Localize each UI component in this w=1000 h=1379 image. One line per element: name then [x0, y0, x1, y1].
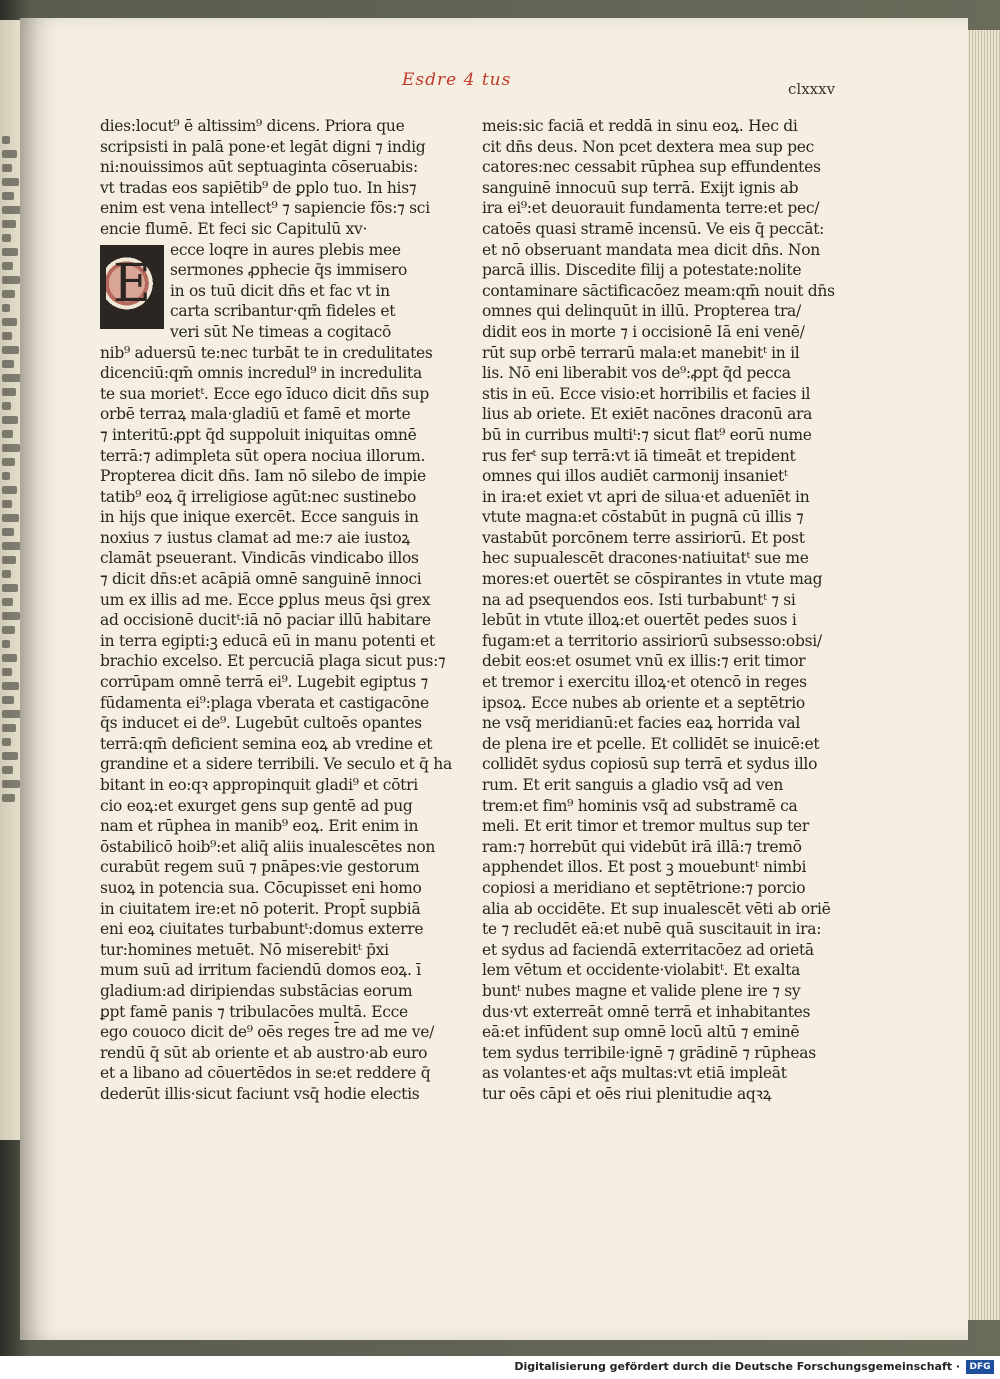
text-line: noxius ⁊ iustus clamat ad me:⁊ aie iustoꝝ: [100, 528, 411, 547]
text-line: tatib⁹ eoꝝ q̄ irreligiose agūt:nec sustinebo: [100, 487, 417, 506]
facing-page-fragment: [2, 654, 17, 662]
text-line: brachio excelso. Et percuciā plaga sicut pus:⁊: [100, 652, 446, 671]
text-line: in os tuū dicit dn̄s et fac vt in: [170, 281, 390, 300]
text-line: as volantes·et aq̄s multas:vt etiā impleāt: [482, 1064, 787, 1083]
text-line: fūdamenta ei⁹:plaga vberata et castigacōne: [100, 693, 429, 712]
text-line: ram:⁊ horrebūt qui videbūt irā illā:⁊ tremō: [482, 837, 802, 856]
text-line: orbē terraꝝ mala·gladiū et famē et morte: [100, 405, 411, 424]
text-line: um ex illis ad me. Ecce ꝑplus meus q̄si grex: [100, 590, 431, 609]
facing-page-fragment: [2, 318, 17, 326]
facing-page-fragment: [2, 388, 16, 396]
facing-page-fragment: [2, 514, 19, 522]
left-column: [100, 116, 452, 1105]
facing-page-fragment: [2, 430, 13, 438]
facing-page-fragment: [2, 444, 20, 452]
text-line: catoēs quasi stramē incensū. Ve eis q̄ peccāt:: [482, 219, 825, 238]
text-line: stis in eū. Ecce visio:et horribilis et facies il: [482, 384, 811, 403]
text-line: sermones ꝓphecie q̄s immisero: [170, 261, 408, 280]
text-line: nam et rūphea in manib⁹ eoꝝ. Erit enim in: [100, 817, 419, 836]
text-line: lebūt in vtute illoꝝ:et ouertēt pedes suos i: [482, 611, 797, 630]
text-line: curabūt regem suū ⁊ pnāpes:vie gestorum: [100, 858, 420, 877]
facing-page-fragment: [2, 458, 15, 466]
text-line: ipsoꝝ. Ecce nubes ab oriente et a septētrio: [482, 693, 805, 712]
text-line: q̄s inducet ei de⁹. Lugebūt cultoēs opantes: [100, 714, 422, 733]
text-line: cio eoꝝ:et exurget gens sup gentē ad pug: [100, 796, 413, 815]
facing-page-fragment: [2, 682, 19, 690]
text-line: fugam:et a territorio assiriorū subsesso:obsi/: [482, 631, 822, 650]
text-line: ꝑpt famē panis ⁊ tribulacōes multā. Ecce: [100, 1002, 408, 1021]
text-line: eni eoꝝ ciuitates turbabuntᵗ:domus exterre: [100, 920, 424, 939]
facing-page-fragment: [2, 598, 13, 606]
facing-page-fragment: [2, 556, 16, 564]
text-line: ne vsq̄ meridianū:et facies eaꝝ horrida val: [482, 714, 801, 733]
text-line: ⁊ interitū:ꝓpt q̄d suppoluit iniquitas omnē: [100, 425, 417, 444]
text-line: eā:et infūdent sup omnē locū altū ⁊ eminē: [482, 1023, 800, 1042]
text-line: te sua morietᵗ. Ecce ego īduco dicit dn̄s sup: [100, 384, 429, 403]
text-line: et a libano ad cōuertēdos in se:et reddere q̄: [100, 1064, 431, 1083]
left-page-text-fragments: [0, 130, 22, 1130]
text-line: in terra egipti:ꝫ educā eū in manu potenti et: [100, 631, 435, 650]
facing-page-fragment: [2, 262, 13, 270]
facing-page-fragment: [2, 542, 21, 550]
facing-page-fragment: [2, 570, 11, 578]
facing-page-fragment: [2, 136, 10, 144]
facing-page-fragment: [2, 584, 18, 592]
text-line: rendū q̄ sūt ab oriente et ab austro·ab euro: [100, 1043, 428, 1062]
text-line: buntᵗ nubes magne et valide plene ire ⁊ sy: [482, 981, 801, 1000]
text-line: et nō obseruant mandata mea dicit dn̄s. Non: [482, 240, 820, 259]
footer-bar: [0, 1356, 1000, 1379]
text-line: apphendet illos. Et post ꝫ mouebuntᵗ nimbi: [482, 858, 807, 877]
text-line: contaminare sāctificacōez meam:qm̄ nouit dn̄s: [482, 281, 835, 300]
text-line: corrūpam omnē terrā ei⁹. Lugebit egiptus ⁊: [100, 673, 428, 692]
text-line: in ira:et exiet vt apri de silua·et aduenīēt in: [482, 487, 810, 506]
facing-page-fragment: [2, 766, 13, 774]
facing-page-fragment: [2, 346, 19, 354]
text-line: grandine et a sidere terribili. Ve seculo et q̄ ha: [100, 755, 452, 774]
facing-page-fragment: [2, 612, 20, 620]
text-line: scripsisti in palā pone·et legāt digni ⁊ indig: [100, 137, 426, 156]
facing-page-fragment: [2, 150, 17, 158]
facing-page-fragment: [2, 276, 20, 284]
text-line: in hijs que inique exercēt. Ecce sanguis in: [100, 508, 419, 527]
right-column: [482, 116, 835, 1105]
text-line: mum suū ad irritum faciendū domos eoꝝ. ī: [100, 961, 421, 980]
text-line: carta scribantur·qm̄ fideles et: [170, 302, 396, 321]
text-line: veri sūt Ne timeas a cogitacō: [170, 322, 392, 341]
text-line: ecce loqre in aures plebis mee: [170, 240, 401, 259]
facing-page-fragment: [2, 640, 10, 648]
text-line: meis:sic faciā et reddā in sinu eoꝝ. Hec di: [482, 117, 798, 135]
text-line: vastabūt porcōnem terre assiriorū. Et post: [482, 528, 805, 547]
text-line: lius ab oriete. Et exiēt nacōnes draconū ara: [482, 405, 813, 424]
page-edge-stack: [964, 30, 1000, 1320]
facing-page-fragment: [2, 402, 11, 410]
facing-page-fragment: [2, 780, 20, 788]
text-line: in ciuitatem ire:et nō poterit. Propt̄ supbiā: [100, 899, 421, 918]
facing-page-fragment: [2, 500, 12, 508]
text-line: te ⁊ recludēt eā:et nubē quā suscitauit in ira:: [482, 920, 822, 939]
text-line: rus ferᵗ sup terrā:vt iā timeāt et trepident: [482, 446, 796, 465]
text-line: tem sydus terribile·ignē ⁊ grādinē ⁊ rūpheas: [482, 1043, 816, 1062]
facing-page-fragment: [2, 794, 15, 802]
text-line: bitant in eo:qꝛ appropinquit gladi⁹ et cōtri: [100, 776, 418, 794]
text-line: vt tradas eos sapiētib⁹ de ꝑplo tuo. In his⁊: [100, 178, 417, 197]
funding-notice: Digitalisierung gefördert durch die Deutsche Forschungsgemeinschaft ·: [514, 1360, 960, 1373]
text-line: ōstabilicō hoib⁹:et aliq̄ aliis inualescētes non: [100, 837, 436, 856]
text-line: terrā:qm̄ deficient semina eoꝝ ab vredine et: [100, 734, 433, 753]
facing-page-fragment: [2, 332, 12, 340]
text-line: ira ei⁹:et deuorauit fundamenta terre:et pec/: [482, 199, 820, 218]
text-line: tur:homines metuēt. Nō miserebitᵗ p̄xi: [100, 940, 389, 959]
folio-number: clxxxv: [788, 80, 836, 98]
facing-page-fragment: [2, 374, 21, 382]
text-line: ni:nouissimos aūt septuaginta cōseruabis:: [100, 158, 418, 177]
facing-page-fragment: [2, 290, 15, 298]
facing-page-fragment: [2, 738, 11, 746]
text-line: rum. Et erit sanguis a gladio vsq̄ ad ven: [482, 776, 784, 794]
facing-page-fragment: [2, 234, 11, 242]
facing-page-fragment: [2, 206, 21, 214]
text-line: na ad psequendos eos. Isti turbabuntᵗ ⁊ si: [482, 590, 796, 609]
text-line: encie flumē. Et feci sic Capitulū xv·: [100, 219, 368, 238]
text-line: Propterea dicit dn̄s. Iam nō silebo de impie: [100, 467, 426, 486]
text-line: clamāt pseuerant. Vindicās vindicabo illos: [100, 549, 419, 568]
text-line: alia ab occidēte. Et sup inualescēt vēti ab oriē: [482, 899, 831, 918]
text-line: collidēt sydus copiosū sup terrā et sydus illo: [482, 755, 818, 774]
text-line: terrā:⁊ adimpleta sūt opera nociua illorum.: [100, 446, 426, 465]
text-line: et sydus ad faciendā exterritacōez ad orietā: [482, 940, 814, 959]
text-line: parcā illis. Discedite filij a potestate:nolite: [482, 261, 802, 280]
facing-page-fragment: [2, 192, 14, 200]
text-line: dederūt illis·sicut faciunt vsq̄ hodie electis: [100, 1084, 420, 1103]
dfg-logo: DFG: [966, 1360, 994, 1374]
text-line: de plena ire et pcelle. Et collidēt se inuicē:et: [482, 734, 820, 753]
text-line: dicenciū:qm̄ omnis incredul⁹ in incredulita: [100, 364, 422, 383]
facing-page-fragment: [2, 528, 14, 536]
text-line: enim est vena intellect⁹ ⁊ sapiencie fōs:⁊ sci: [100, 199, 430, 218]
facing-page-fragment: [2, 178, 19, 186]
running-head: Esdre 4 tus: [402, 70, 512, 90]
text-line: gladium:ad diripiendas substācias eorum: [100, 981, 413, 1000]
facing-page-fragment: [2, 304, 10, 312]
facing-page-fragment: [2, 164, 12, 172]
text-line: lem vētum et occidente·violabitᵗ. Et exalta: [482, 961, 801, 980]
text-line: copiosi a meridiano et septētrione:⁊ porcio: [482, 878, 806, 897]
text-line: cit dn̄s deus. Non pcet dextera mea sup pec: [482, 137, 815, 156]
facing-page-fragment: [2, 248, 18, 256]
text-line: rūt sup orbē terrarū mala:et manebitᵗ in il: [482, 343, 800, 362]
text-line: didit eos in morte ⁊ i occisionē Iā eni venē/: [482, 322, 805, 341]
facing-page-fragment: [2, 710, 21, 718]
text-line: trem:et fim⁹ hominis vsq̄ ad substramē ca: [482, 796, 798, 815]
text-line: lis. Nō eni liberabit vos de⁹:ꝓpt q̄d pecca: [482, 364, 791, 383]
initial-letter: E: [113, 254, 151, 314]
facing-page-fragment: [2, 220, 16, 228]
facing-page-fragment: [2, 626, 15, 634]
facing-page-fragment: [2, 668, 12, 676]
facing-page-fragment: [2, 752, 18, 760]
text-line: dus·vt exterreāt omnē terrā et inhabitantes: [482, 1002, 811, 1021]
text-line: ⁊ dicit dn̄s:et acāpiā omnē sanguinē innoci: [100, 570, 422, 589]
facing-page-fragment: [2, 416, 18, 424]
text-line: catores:nec cessabit rūphea sup effundentes: [482, 158, 821, 177]
text-line: et tremor i exercitu illoꝝ·et otencō in reges: [482, 673, 807, 692]
text-line: tur oēs cāpi et oēs riui plenitudie aqꝛꝝ: [482, 1084, 772, 1103]
facing-page-fragment: [2, 724, 16, 732]
text-line: omnes qui delinquūt in illū. Propterea tra/: [482, 302, 801, 321]
text-line: vtute magna:et cōstabūt in pugnā cū illis ⁊: [482, 508, 804, 527]
text-line: sanguinē innocuū sup terrā. Exijt ignis ab: [482, 178, 799, 197]
facing-page-fragment: [2, 472, 10, 480]
text-line: hec supualescēt dracones·natiuitatᵗ sue me: [482, 549, 809, 568]
text-line: ego couoco dicit de⁹ oēs reges t̄re ad me ve/: [100, 1023, 435, 1042]
text-line: nib⁹ aduersū te:nec turbāt te in credulitates: [100, 343, 433, 362]
text-line: dies:locut⁹ ē altissim⁹ dicens. Priora que: [100, 117, 405, 135]
text-line: omnes qui illos audiēt carmonij insanietᵗ: [482, 467, 788, 486]
facing-page-fragment: [2, 486, 17, 494]
text-line: suoꝝ in potencia sua. Cōcupisset eni homo: [100, 878, 422, 897]
facing-page-fragment: [2, 696, 14, 704]
text-line: ad occisionē ducitᵗ:iā nō paciar illū habitare: [100, 611, 431, 630]
facing-page-fragment: [2, 360, 14, 368]
text-line: meli. Et erit timor et tremor multus sup ter: [482, 817, 809, 836]
text-line: bū in curribus multiᵗ:⁊ sicut flat⁹ eorū nume: [482, 425, 812, 444]
text-line: debit eos:et osumet vnū ex illis:⁊ erit timor: [482, 652, 806, 671]
text-line: mores:et ouertēt se cōspirantes in vtute mag: [482, 570, 823, 589]
